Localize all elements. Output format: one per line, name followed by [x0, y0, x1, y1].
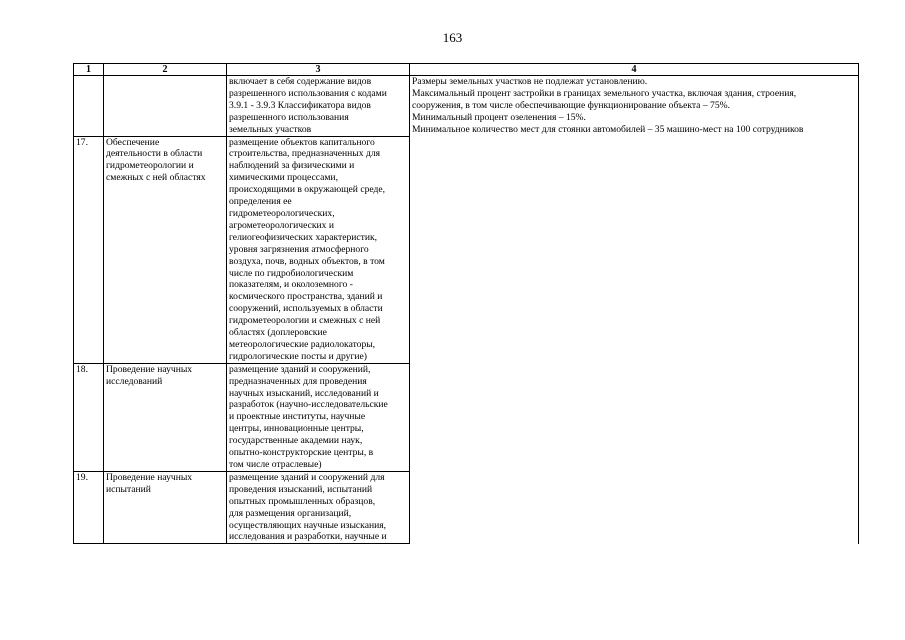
parameter-line: Максимальный процент застройки в границах земельного участка, включая здания, строения,: [412, 87, 797, 99]
parameter-line: Минимальное количество мест для стоянки автомобилей – 35 машино-мест на 100 сотрудников: [412, 123, 804, 135]
description-line: государственные академии наук,: [229, 435, 363, 447]
name-line: смежных с ней областях: [106, 172, 206, 184]
description-line: том числе отраслевые): [229, 459, 322, 470]
description-line: химическими процессами,: [229, 172, 338, 184]
description-line: метеорологические радиолокаторы,: [229, 338, 376, 350]
description-line: 3.9.1 - 3.9.3 Классификатора видов: [229, 99, 371, 111]
use-description-cell: [227, 363, 410, 471]
description-line: определения ее: [229, 196, 292, 208]
description-line: разрешенного использования: [229, 111, 349, 123]
description-line: наблюдений за физическими и: [229, 160, 355, 172]
description-line: центры, инновационные центры,: [229, 423, 364, 435]
description-line: областях (доплеровские: [229, 327, 327, 339]
name-line: испытаний: [106, 483, 151, 495]
description-line: гелиогеофизических характеристик,: [229, 231, 378, 243]
description-line: гидрометеорологии и смежных с ней: [229, 315, 381, 327]
description-line: сооружений, используемых в области: [229, 303, 383, 315]
name-line: Проведение научных: [106, 363, 193, 375]
zoning-regulations-table: [73, 63, 859, 544]
description-line: опытно-конструкторские центры, в: [229, 447, 374, 459]
column-header-4: 4: [410, 64, 859, 76]
parameters-cell: [410, 76, 859, 544]
description-line: размещение зданий и сооружений для: [229, 471, 385, 483]
description-line: гидрологические посты и другие): [229, 350, 367, 362]
page-number: 163: [442, 30, 463, 45]
description-line: показателям, и околоземного -: [229, 279, 353, 291]
description-line: уровня загрязнения атмосферного: [229, 243, 369, 255]
name-line: гидрометеорологии и: [106, 160, 194, 172]
description-line: исследования и разработки, научные и: [229, 531, 387, 543]
description-line: происходящими в окружающей среде,: [229, 184, 386, 196]
name-line: Обеспечение: [106, 136, 160, 148]
column-header-2: 2: [104, 64, 227, 76]
column-header-3: 3: [227, 64, 410, 76]
name-line: деятельности в области: [106, 148, 203, 160]
description-line: космического пространства, зданий и: [229, 291, 383, 303]
description-line: осуществляющих научные изыскания,: [229, 519, 387, 531]
description-line: включает в себя содержание видов: [229, 76, 372, 87]
use-name-cell: [104, 76, 227, 137]
parameter-line: сооружения, в том числе обеспечивающие функционирование объекта – 75%.: [412, 99, 731, 111]
description-line: размещение объектов капитального: [229, 136, 375, 148]
description-line: научных изысканий, исследований и: [229, 387, 379, 399]
description-line: строительства, предназначенных для: [229, 148, 381, 160]
description-line: числе по гидробиологическим: [229, 267, 354, 279]
description-line: разрешенного использования с кодами: [229, 87, 387, 99]
use-name-cell: [104, 136, 227, 363]
description-line: разработок (научно-исследовательские: [229, 399, 388, 411]
row-number-cell: 19.: [74, 471, 104, 543]
table-header-row: [74, 64, 859, 76]
use-description-cell: [227, 76, 410, 137]
row-number-cell: [74, 76, 104, 137]
description-line: воздуха, почв, водных объектов, в том: [229, 255, 385, 267]
description-line: размещение зданий и сооружений,: [229, 363, 371, 375]
description-line: опытных промышленных образцов,: [229, 495, 376, 507]
use-name-cell: [104, 363, 227, 471]
description-line: гидрометеорологических,: [229, 207, 335, 219]
use-name-cell: [104, 471, 227, 543]
description-line: земельных участков: [229, 123, 312, 135]
name-line: Проведение научных: [106, 471, 193, 483]
description-line: проведения изысканий, испытаний: [229, 483, 373, 495]
description-line: и проектные институты, научные: [229, 411, 366, 423]
description-line: агрометеорологических и: [229, 219, 335, 231]
use-description-cell: [227, 136, 410, 363]
use-description-cell: [227, 471, 410, 543]
description-line: предназначенных для проведения: [229, 375, 367, 387]
table-row: [74, 76, 859, 137]
row-number-cell: 17.: [74, 136, 104, 363]
parameter-line: Размеры земельных участков не подлежат установлению.: [412, 76, 648, 87]
row-number-cell: 18.: [74, 363, 104, 471]
name-line: исследований: [106, 375, 163, 387]
parameter-line: Минимальный процент озеленения – 15%.: [412, 111, 586, 123]
description-line: для размещения организаций,: [229, 507, 352, 519]
column-header-1: 1: [74, 64, 104, 76]
